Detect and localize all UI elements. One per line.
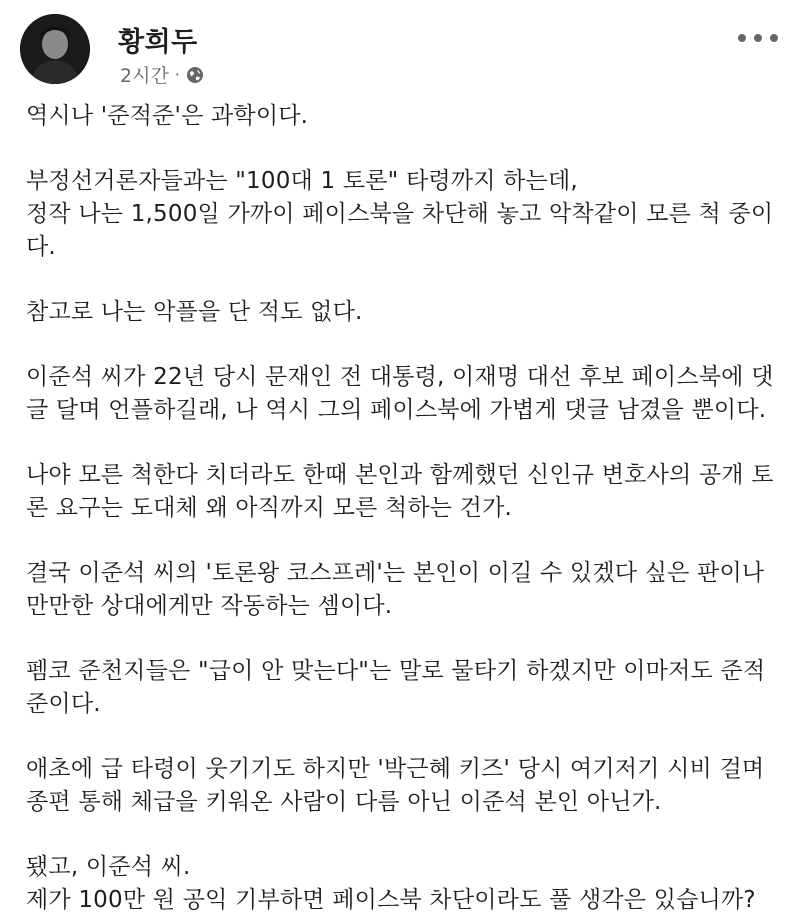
avatar-photo-icon: [20, 14, 90, 84]
post-meta: [120, 61, 204, 88]
author-avatar[interactable]: [20, 14, 90, 84]
post-paragraph: 부정선거론자들과는 "100대 1 토론" 타령까지 하는데, 정작 나는 1,500일 가까이 페이스북을 차단해 놓고 악착같이 모른 척 중이 다.: [26, 168, 774, 260]
more-options-icon[interactable]: [738, 28, 778, 48]
post-time[interactable]: 2시간: [120, 65, 169, 87]
post-paragraph: 펨코 준천지들은 "급이 안 맞는다"는 말로 물타기 하겠지만 이마저도 준적 준이다.: [26, 658, 766, 717]
post-paragraph: 이준석 씨가 22년 당시 문재인 전 대통령, 이재명 대선 후보 페이스북에 댓 글 달며 언플하길래, 나 역시 그의 페이스북에 가볍게 댓글 남겼을 뿐이다.: [26, 364, 774, 423]
more-dot: [770, 34, 778, 42]
author-name[interactable]: 황희두: [118, 27, 198, 58]
post-paragraph: 역시나 '준적준'은 과학이다.: [26, 103, 309, 129]
more-dot: [754, 34, 762, 42]
more-dot: [738, 34, 746, 42]
post-paragraph: 결국 이준석 씨의 '토론왕 코스프레'는 본인이 이길 수 있겠다 싶은 판이나 만만한 상대에게만 작동하는 셈이다.: [26, 560, 765, 619]
meta-separator: ·: [174, 65, 180, 84]
post-paragraph: 참고로 나는 악플을 단 적도 없다.: [26, 299, 363, 325]
globe-icon: [186, 66, 204, 84]
post-paragraph: 나야 모른 척한다 치더라도 한때 본인과 함께했던 신인규 변호사의 공개 토 론 요구는 도대체 왜 아직까지 모른 척하는 건가.: [26, 462, 774, 521]
post-header: [20, 14, 780, 88]
post-paragraph: 애초에 급 타령이 웃기기도 하지만 '박근혜 키즈' 당시 여기저기 시비 걸며 종편 통해 체급을 키워온 사람이 다름 아닌 이준석 본인 아닌가.: [26, 756, 765, 815]
post-paragraph: 됐고, 이준석 씨. 제가 100만 원 공익 기부하면 페이스북 차단이라도 풀 생각은 있습니까?: [26, 854, 756, 913]
post-body: [26, 100, 778, 917]
